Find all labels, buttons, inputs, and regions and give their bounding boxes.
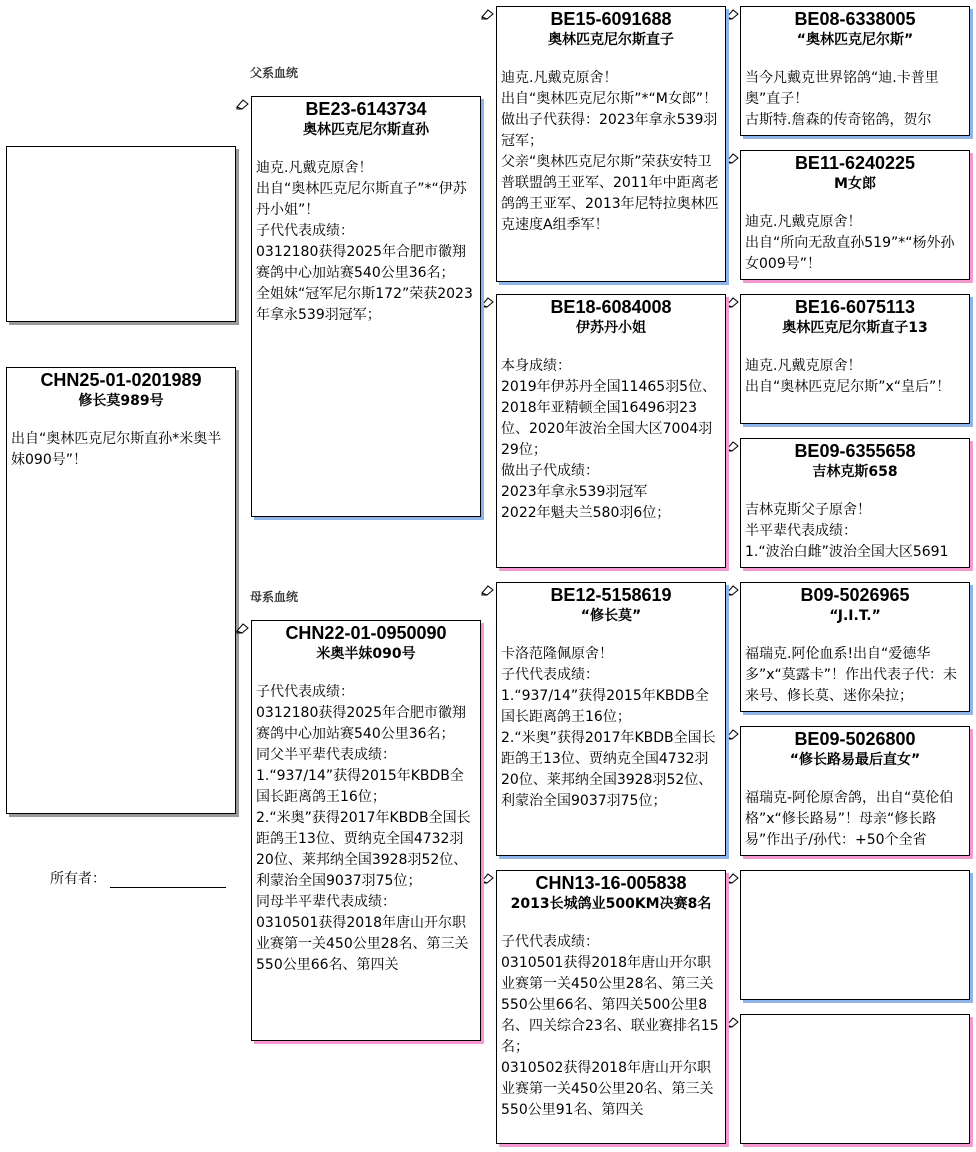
sire-dam-name: 伊苏丹小姐 (576, 320, 646, 336)
sire-dam-card[interactable] (496, 294, 726, 568)
sdd-name: 吉林克斯658 (812, 464, 898, 480)
dam-sire-card[interactable] (496, 582, 726, 856)
sire-sire-card[interactable] (496, 6, 726, 282)
edit-icon[interactable] (726, 8, 740, 20)
dsd-name: “修长路易最后直女” (789, 752, 921, 768)
subject-name: 修长莫989号 (78, 393, 164, 409)
dam-line-label: 母系血统 (250, 590, 299, 604)
edit-icon[interactable] (481, 584, 495, 596)
sire-ring-number: BE23-6143734 (305, 99, 427, 119)
dam-info: 子代代表成绩： 0312180获得2025年合肥市徽翔赛鸽中心加站赛540公里36名； 同父半平辈代表成绩： 1.“937/14”获得2015年KBDB全国长距离鸽王16位； 2.“米奥”获得2017年KBDB全国长距鸽王13位、贾纳克全国4732羽20位、莱邦纳全国3928羽52位、利蒙治全国9037羽75位； 同母半平辈代表成绩： 0310501获得2018年唐山开尔职业赛第一关450公里28名、第三关550公里66名、第四关 (256, 684, 471, 973)
edit-icon[interactable] (726, 1016, 740, 1028)
sdd-info: 吉林克斯父子原舍！ 半平辈代表成绩： 1.“波治白雌”波治全国大区5691 (745, 502, 949, 560)
photo-placeholder (6, 146, 236, 322)
edit-icon[interactable] (481, 872, 495, 884)
sire-sire-dam-card[interactable] (740, 150, 970, 280)
dam-dam-name: 2013长城鸽业500KM决赛8名 (510, 896, 712, 912)
edit-icon[interactable] (726, 584, 740, 596)
dam-name: 米奥半妹090号 (316, 646, 416, 662)
dam-dam-dam-card[interactable] (740, 1014, 970, 1144)
edit-icon[interactable] (236, 98, 250, 110)
dam-sire-ring-number: BE12-5158619 (550, 585, 672, 605)
sire-line-label: 父系血统 (250, 66, 299, 80)
owner-blank[interactable] (110, 871, 226, 888)
edit-icon[interactable] (726, 152, 740, 164)
sire-dam-info: 本身成绩： 2019年伊苏丹全国11465羽5位、2018年亚精顿全国16496羽23位、2020年波治全国大区7004羽29位； 做出子代成绩： 2023年拿永539羽冠军 2022年魁夫兰580羽6位； (501, 358, 717, 521)
sire-sire-info: 迪克.凡戴克原舍！ 出自“奥林匹克尼尔斯”*“M女郎”！ 做出子代获得：2023年拿永539羽冠军； 父亲“奥林匹克尼尔斯”荣获安特卫普联盟鸽王亚军、2011年中距离老鸽鸽王亚军、2013年尼特拉奥林匹克速度A组季军！ (501, 70, 719, 233)
sds-info: 迪克.凡戴克原舍！ 出自“奥林匹克尼尔斯”x“皇后”！ (745, 358, 951, 395)
subject-card[interactable] (6, 367, 236, 814)
dam-dam-sire-card[interactable] (740, 870, 970, 1000)
sire-sire-name: 奥林匹克尼尔斯直子 (548, 32, 674, 48)
sire-sire-sire-card[interactable] (740, 6, 970, 136)
sss-ring-number: BE08-6338005 (794, 9, 916, 29)
edit-icon[interactable] (726, 728, 740, 740)
sire-dam-sire-card[interactable] (740, 294, 970, 424)
sire-dam-dam-card[interactable] (740, 438, 970, 568)
edit-icon[interactable] (481, 8, 495, 20)
dam-sire-name: “修长莫” (580, 608, 642, 624)
sire-card[interactable] (251, 96, 481, 517)
subject-ring-number: CHN25-01-0201989 (40, 370, 202, 390)
edit-icon[interactable] (236, 622, 250, 634)
ssd-info: 迪克.凡戴克原舍！ 出自“所向无敌直孙519”*“杨外孙女009号”！ (745, 214, 955, 272)
subject-info: 出自“奥林匹克尼尔斯直孙*米奥半妹090号”！ (11, 431, 222, 468)
dam-card[interactable] (251, 620, 481, 1041)
sdd-ring-number: BE09-6355658 (794, 441, 916, 461)
dam-dam-info: 子代代表成绩： 0310501获得2018年唐山开尔职业赛第一关450公里28名、第三关550公里66名、第四关500公里8名、四关综合23名、联业赛排名15名； 0310502获得2018年唐山开尔职业赛第一关450公里20名、第三关550公里91名、第四关 (501, 934, 719, 1118)
owner-line (50, 868, 226, 888)
ssd-name: M女郎 (834, 176, 876, 192)
dss-ring-number: B09-5026965 (800, 585, 910, 605)
owner-label: 所有者： (50, 871, 106, 887)
dam-sire-info: 卡洛范隆佩原舍！ 子代代表成绩： 1.“937/14”获得2015年KBDB全国长距离鸽王16位； 2.“米奥”获得2017年KBDB全国长距鸽王13位、贾纳克全国4732羽20位、莱邦纳全国3928羽52位、利蒙治全国9037羽75位； (501, 646, 716, 809)
ssd-ring-number: BE11-6240225 (794, 153, 916, 173)
dss-name: “J.I.T.” (829, 608, 881, 624)
edit-icon[interactable] (726, 440, 740, 452)
dsd-info: 福瑞克-阿伦原舍鸽，出自“莫伦伯格”x“修长路易”！母亲“修长路易”作出子/孙代：+50个全省 (745, 790, 954, 848)
edit-icon[interactable] (726, 296, 740, 308)
dss-info: 福瑞克.阿伦血系!出自“爱德华多”x“莫露卡”！作出代表子代：未来号、修长莫、迷你朵拉； (745, 646, 958, 704)
dam-sire-dam-card[interactable] (740, 726, 970, 856)
edit-icon[interactable] (726, 872, 740, 884)
sss-info: 当今凡戴克世界铭鸽“迪.卡普里奥”直子！ 古斯特.詹森的传奇铭鸽，贺尔 (745, 70, 939, 128)
sds-name: 奥林匹克尼尔斯直子13 (782, 320, 928, 336)
sire-info: 迪克.凡戴克原舍！ 出自“奥林匹克尼尔斯直子”*“伊苏丹小姐”！ 子代代表成绩： 0312180获得2025年合肥市徽翔赛鸽中心加站赛540公里36名； 全姐妹“冠军尼尔斯172”荣获2023年拿永539羽冠军； (256, 160, 473, 323)
sire-sire-ring-number: BE15-6091688 (550, 9, 672, 29)
sire-dam-ring-number: BE18-6084008 (550, 297, 672, 317)
edit-icon[interactable] (481, 296, 495, 308)
dam-dam-ring-number: CHN13-16-005838 (535, 873, 687, 893)
sire-name: 奥林匹克尼尔斯直孙 (303, 122, 429, 138)
dsd-ring-number: BE09-5026800 (794, 729, 916, 749)
dam-ring-number: CHN22-01-0950090 (285, 623, 447, 643)
dam-dam-card[interactable] (496, 870, 726, 1144)
sss-name: “奥林匹克尼尔斯” (796, 32, 914, 48)
dam-sire-sire-card[interactable] (740, 582, 970, 712)
sds-ring-number: BE16-6075113 (794, 297, 916, 317)
